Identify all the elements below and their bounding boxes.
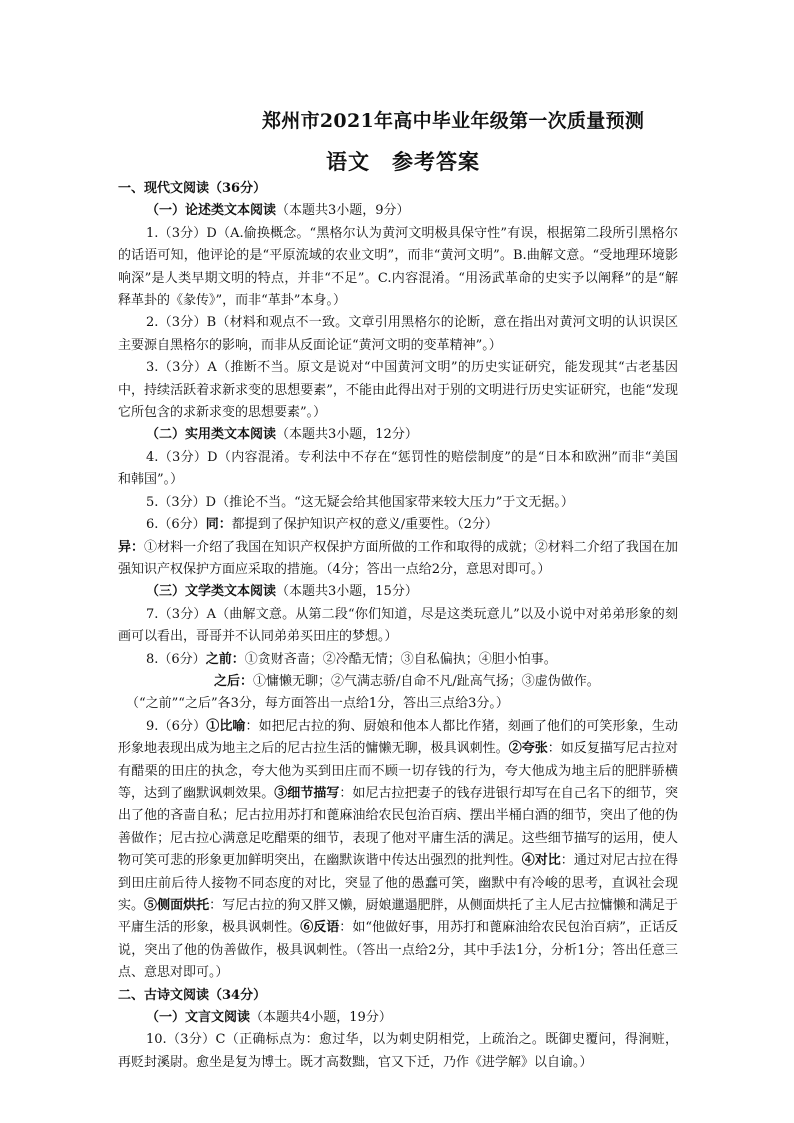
subsection-heading-1b: （二）实用类文本阅读（本题共3小题，12分）: [146, 427, 418, 443]
answer-content: [118, 178, 678, 1074]
answer-q1: 1.（3分）D（A.偷换概念。“黑格尔认为黄河文明极具保守性”有误，根据第二段所引黑格尔的话语可知，他评论的是“平原流域的农业文明”，而非“黄河文明”。B.曲解文意。“受地理环境影响深”是人类早期文明的特点，并非“不足”。C.内容混淆。“用汤武革命的史实予以阐释”的是“解释革卦的《彖传》”，而非“革卦”本身。）: [118, 225, 678, 309]
subsection-heading-2a: （一）文言文阅读（本题共4小题，19分）: [146, 1010, 392, 1026]
subsection-heading-1a: （一）论述类文本阅读（本题共3小题，9分）: [146, 203, 410, 219]
answer-q3: 3.（3分）A（推断不当。原文是说对“中国黄河文明”的历史实证研究，能发现其“古老基因中，持续活跃着求新求变的思想要素”，不能由此得出对于别的文明进行历史实证研究，也能“发现它所包含的求新求变的思想要素”。）: [118, 360, 678, 421]
answer-q8-after: 之后：①慵懒无聊；②气满志骄/自命不凡/趾高气扬；③虚伪做作。: [214, 673, 600, 689]
answer-q5: 5.（3分）D（推论不当。“这无疑会给其他国家带来较大压力”于文无据。）: [146, 494, 574, 510]
answer-q9: 9.（6分）①比喻：如把尼古拉的狗、厨娘和他本人都比作猪，刻画了他们的可笑形象，生动形象地表现出成为地主之后的尼古拉生活的慵懒无聊，极具讽刺性。②夸张：如反复描写尼古拉对有醋栗的田庄的执念，夸大他为买到田庄而不顾一切存钱的行为，夸大他成为地主后的肥胖骄横等，达到了幽默讽刺效果。③细节描写：如尼古拉把妻子的钱存进银行却写在自己名下的细节，突出了他的吝啬自私；尼古拉用苏打和蓖麻油给农民包治百病、摆出半桶白酒的细节，突出了他的伪善做作；尼古拉心满意足吃醋栗的细节，表现了他对平庸生活的满足。这些细节描写的运用，使人物可笑可悲的形象更加鲜明突出，在幽默诙谐中传达出强烈的批判性。④对比：通过对尼古拉在得到田庄前后待人接物不同态度的对比，突显了他的愚蠢可笑，幽默中有冷峻的思考，直讽社会现实。⑤侧面烘托：写尼古拉的狗又胖又懒，厨娘邋遢肥胖，从侧面烘托了主人尼古拉慵懒和满足于平庸生活的形象，极具讽刺性。⑥反语：如“他做好事，用苏打和蓖麻油给农民包治百病”，正话反说，突出了他的伪善做作，极具讽刺性。（答出一点给2分，其中手法1分，分析1分；答出任意三点、意思对即可。）: [118, 718, 678, 981]
answer-q2: 2.（3分）B（材料和观点不一致。文章引用黑格尔的论断，意在指出对黄河文明的认识误区主要源自黑格尔的影响，而非从反面论证“黄河文明的变革精神”。）: [118, 315, 678, 353]
subject-name: 语文: [326, 149, 370, 174]
subsection-heading-1c: （三）文学类文本阅读（本题共3小题，15分）: [146, 584, 418, 600]
answer-q6-difference: 异：①材料一介绍了我国在知识产权保护方面所做的工作和取得的成就；②材料二介绍了我国在加强知识产权保护方面应采取的措施。（4分；答出一点给2分，意思对即可。）: [118, 539, 678, 577]
answer-key-label: 参考答案: [392, 149, 480, 174]
answer-q8: 8.（6分）之前：①贪财吝啬；②冷酷无情；③自私偏执；④胆小怕事。: [146, 651, 557, 667]
section-heading-1: 一、现代文阅读（36分）: [118, 181, 267, 196]
section-heading-2: 二、古诗文阅读（34分）: [118, 987, 267, 1003]
document-subtitle: [326, 146, 626, 176]
answer-q6: 6.（6分）同：都提到了保护知识产权的意义/重要性。（2分）: [146, 517, 498, 533]
answer-q10: 10.（3分）C（正确标点为：愈过华，以为刺史阴相党，上疏治之。既御史覆问，得涧赃，再贬封溪尉。愈坐是复为博士。既才高数黜，官又下迁，乃作《进学解》以自谕。）: [118, 1032, 678, 1070]
answer-q8-scoring-note: （“之前”“之后”各3分，每方面答出一点给1分，答出三点给3分。）: [126, 696, 509, 712]
answer-q7: 7.（3分）A（曲解文意。从第二段“你们知道，尽是这类玩意儿”以及小说中对弟弟形象的刻画可以看出，哥哥并不认同弟弟买田庄的梦想。）: [118, 606, 678, 645]
answer-q4: 4.（3分）D（内容混淆。专利法中不存在“惩罚性的赔偿制度”的是“日本和欧洲”而非“美国和韩国”。）: [118, 449, 678, 488]
exam-title: 郑州市2021年高中毕业年级第一次质量预测: [262, 110, 645, 132]
